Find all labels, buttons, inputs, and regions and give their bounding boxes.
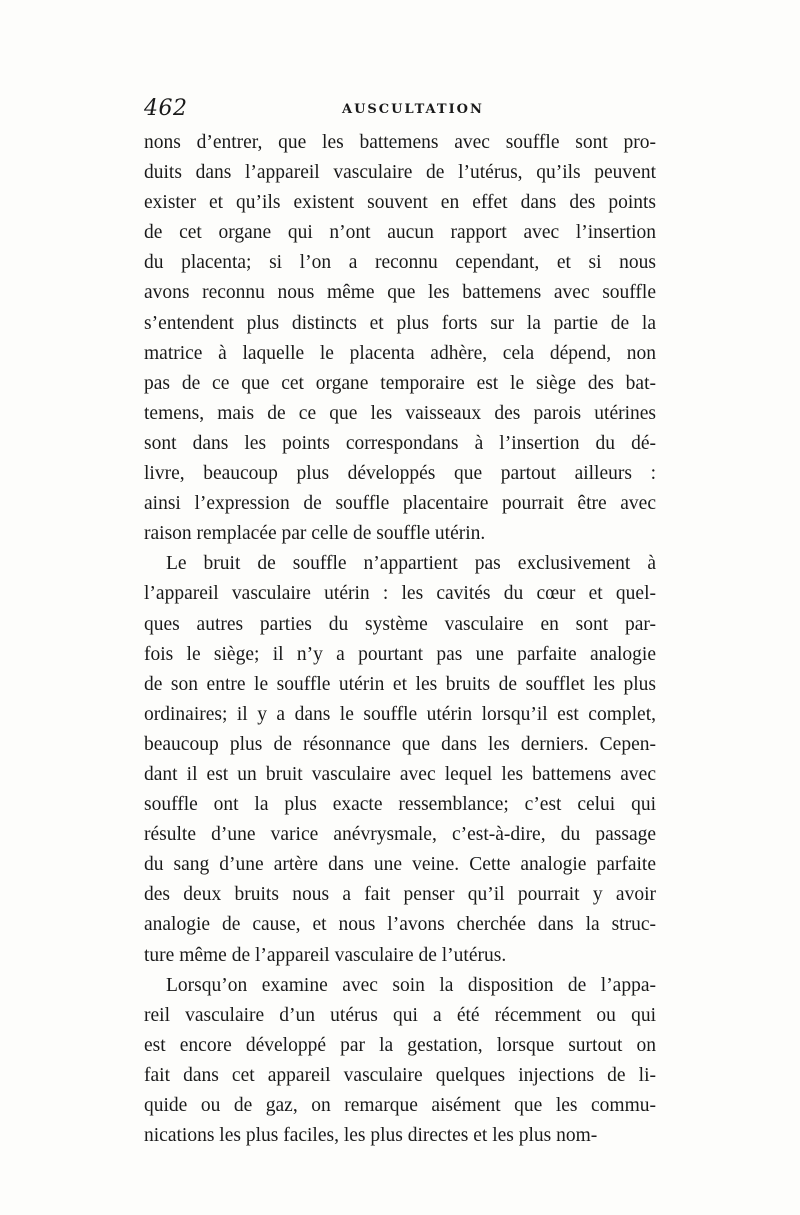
text-line: analogie de cause, et nous l’avons cherchée dans la struc- xyxy=(144,914,656,936)
text-line: ture même de l’appareil vasculaire de l’utérus. xyxy=(144,944,507,966)
text-line: dant il est un bruit vasculaire avec lequel les battemens avec xyxy=(144,763,656,785)
text-line: reil vasculaire d’un utérus qui a été récemment ou qui xyxy=(144,1004,656,1026)
text-line: des deux bruits nous a fait penser qu’il pourrait y avoir xyxy=(144,884,656,906)
text-line: nons d’entrer, que les battemens avec souffle sont pro- xyxy=(144,132,656,153)
body-text xyxy=(144,128,656,1151)
page-header xyxy=(144,96,656,126)
text-line: quide ou de gaz, on remarque aisément que les commu- xyxy=(144,1095,656,1116)
text-line: livre, beaucoup plus développés que partout ailleurs : xyxy=(144,463,656,485)
text-line: du sang d’une artère dans une veine. Cette analogie parfaite xyxy=(144,854,656,876)
running-title: AUSCULTATION xyxy=(342,102,484,117)
text-line: sont dans les points correspondans à l’insertion du dé- xyxy=(144,432,656,454)
text-line: raison remplacée par celle de souffle utérin. xyxy=(144,523,486,545)
text-line: beaucoup plus de résonnance que dans les derniers. Cepen- xyxy=(144,733,656,755)
text-line: Lorsqu’on examine avec soin la disposition de l’appa- xyxy=(166,974,656,996)
text-line: avons reconnu nous même que les battemens avec souffle xyxy=(144,282,656,304)
text-line: du placenta; si l’on a reconnu cependant, et si nous xyxy=(144,252,656,274)
text-line: ques autres parties du système vasculaire en sont par- xyxy=(144,613,656,635)
text-line: pas de ce que cet organe temporaire est le siège des bat- xyxy=(144,372,656,394)
text-line: souffle ont la plus exacte ressemblance; c’est celui qui xyxy=(144,794,656,816)
text-line: ainsi l’expression de souffle placentaire pourrait être avec xyxy=(144,493,656,515)
text-line: de cet organe qui n’ont aucun rapport avec l’insertion xyxy=(144,222,656,244)
text-line: résulte d’une varice anévrysmale, c’est-à-dire, du passage xyxy=(144,824,656,846)
text-line: fois le siège; il n’y a pourtant pas une parfaite analogie xyxy=(144,643,656,665)
text-line: temens, mais de ce que les vaisseaux des parois utérines xyxy=(144,402,656,424)
text-line: Le bruit de souffle n’appartient pas exclusivement à xyxy=(166,553,656,575)
text-line: de son entre le souffle utérin et les bruits de soufflet les plus xyxy=(144,673,656,695)
text-line: nications les plus faciles, les plus directes et les plus nom- xyxy=(144,1125,598,1147)
page-number: 462 xyxy=(144,96,188,121)
text-line: exister et qu’ils existent souvent en effet dans des points xyxy=(144,192,656,214)
text-line: est encore développé par la gestation, lorsque surtout on xyxy=(144,1034,656,1056)
text-line: fait dans cet appareil vasculaire quelques injections de li- xyxy=(144,1064,656,1086)
text-line: s’entendent plus distincts et plus forts sur la partie de la xyxy=(144,312,656,334)
text-line: l’appareil vasculaire utérin : les cavités du cœur et quel- xyxy=(144,583,656,605)
text-line: ordinaires; il y a dans le souffle utérin lorsqu’il est complet, xyxy=(144,703,656,725)
text-line: duits dans l’appareil vasculaire de l’utérus, qu’ils peuvent xyxy=(144,162,656,184)
text-line: matrice à laquelle le placenta adhère, cela dépend, non xyxy=(144,342,656,364)
